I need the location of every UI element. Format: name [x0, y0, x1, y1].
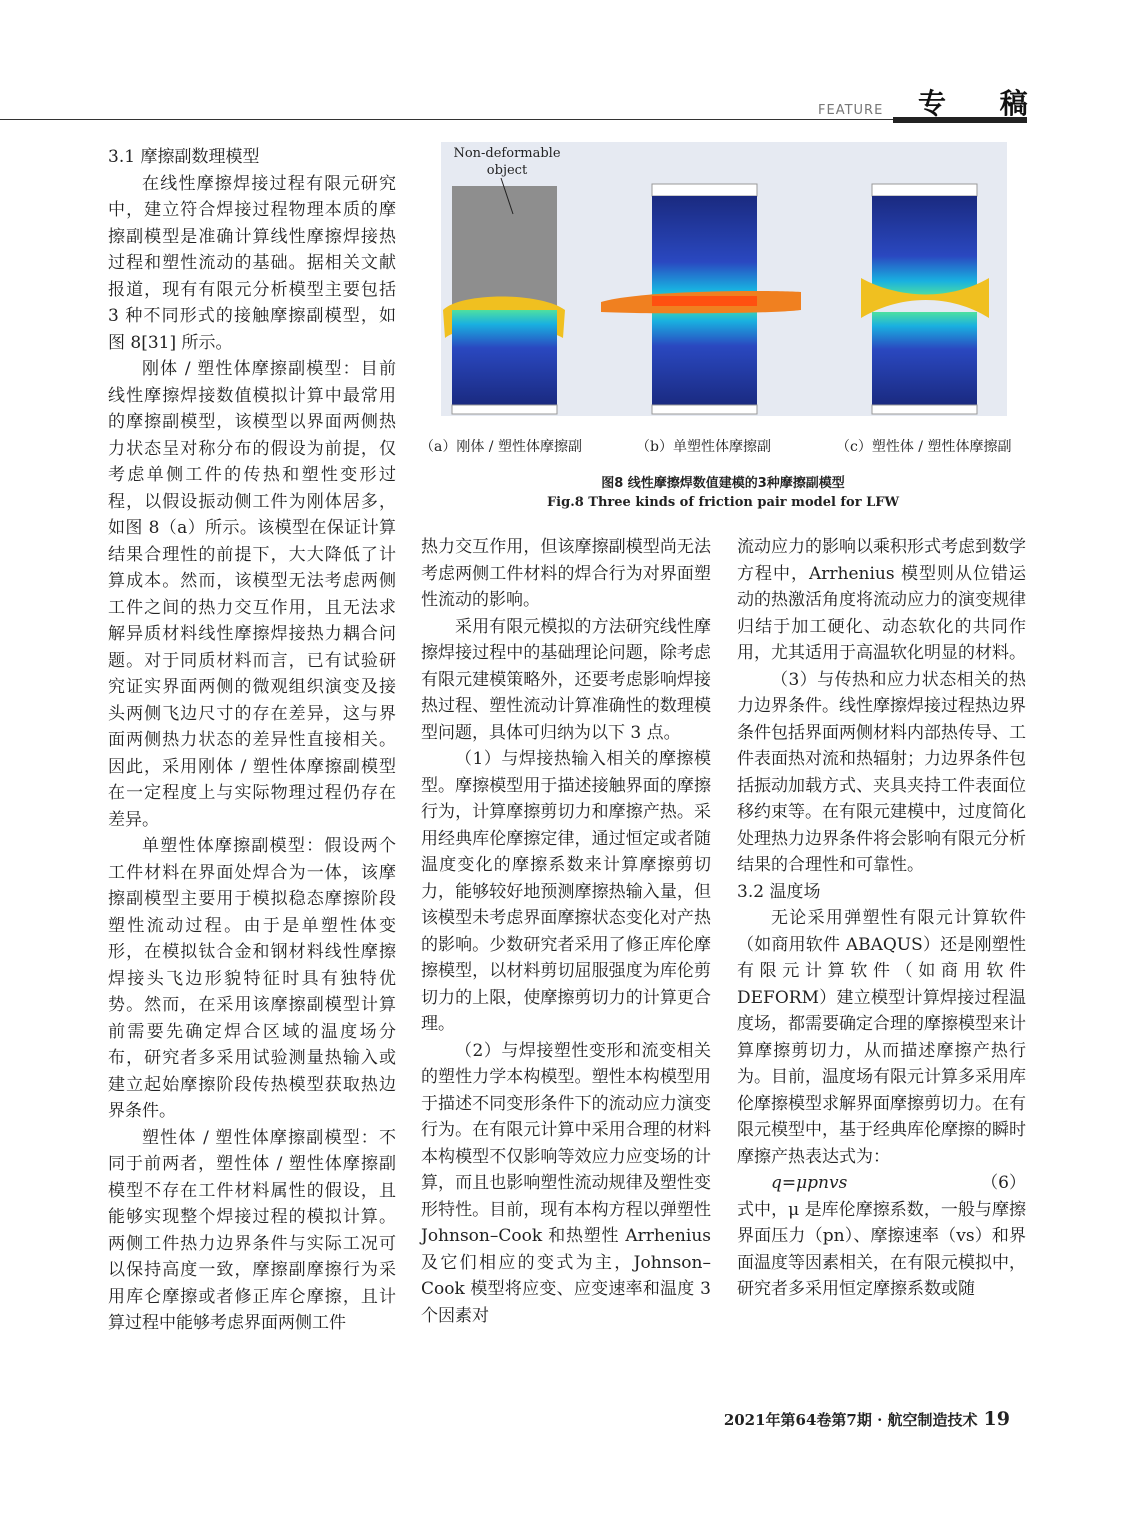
paragraph: 采用有限元模拟的方法研究线性摩擦焊接过程中的基础理论问题，除考虑有限元建模策略外，还要考虑影响焊接热过程、塑性流动计算准确性的数理模型问题，具体可归纳为以下 3 点。 — [421, 616, 711, 743]
paragraph: 塑性体 / 塑性体摩擦副模型：不同于前两者，塑性体 / 塑性体摩擦副模型不存在工件材料属性的假设，且能够实现整个焊接过程的模拟计算。两侧工件热力边界条件与实际工况可以保持高度一致，摩擦副摩擦行为采用库仑摩擦或者修正库仑摩擦，且计算过程中能够考虑界面两侧工件 — [108, 1127, 396, 1333]
paragraph: 单塑性体摩擦副模型：假设两个工件材料在界面处焊合为一体，该摩擦副模型主要用于模拟稳态摩擦阶段塑性流动过程。由于是单塑性体变形，在模拟钛合金和钢材料线性摩擦焊接头飞边形貌特征时具有独特优势。然而，在采用该摩擦副模型计算前需要先确定焊合区域的温度场分布，研究者多采用试验测量热输入或建立起始摩擦阶段传热模型获取热边界条件。 — [108, 836, 396, 1121]
text-column-2 — [421, 534, 711, 1329]
paragraph: 在线性摩擦焊接过程有限元研究中，建立符合焊接过程物理本质的摩擦副模型是准确计算线性摩擦焊接热过程和塑性流动的基础。据相关文献报道，现有有限元分析模型主要包括 3 种不同形式的接触摩擦副模型，如图 8[31] 所示。 — [108, 173, 396, 353]
text-column-3 — [737, 534, 1026, 1303]
subcaption-c: （c）塑性体 / 塑性体摩擦副 — [836, 439, 1012, 455]
paragraph: 热力交互作用，但该摩擦副模型尚无法考虑两侧工件材料的焊合行为对界面塑性流动的影响。 — [421, 537, 711, 610]
paragraph: （1）与焊接热输入相关的摩擦模型。摩擦模型用于描述接触界面的摩擦行为，计算摩擦剪切力和摩擦产热。采用经典库伦摩擦定律，通过恒定或者随温度变化的摩擦系数来计算摩擦剪切力，能够较好地预测摩擦热输入量，但该模型未考虑界面摩擦状态变化对产热的影响。少数研究者采用了修正库伦摩擦模型，以材料剪切屈服强度为库伦剪切力的上限，使摩擦剪切力的计算更合理。 — [421, 749, 711, 1034]
figure-8-image — [441, 142, 1007, 416]
journal-info: 2021年第64卷第7期 · 航空制造技术 — [723, 1411, 978, 1429]
subcaption-a: （a）刚体 / 塑性体摩擦副 — [420, 439, 582, 455]
paragraph: 刚体 / 塑性体摩擦副模型：目前线性摩擦焊接数值模拟计算中最常用的摩擦副模型，该模型以界面两侧热力状态呈对称分布的假设为前提，仅考虑单侧工件的传热和塑性变形过程，以假设振动侧工件为刚体居多，如图 8（a）所示。该模型在保证计算结果合理性的前提下，大大降低了计算成本。然而，该模型无法考虑两侧工件之间的热力交互作用，且无法求解异质材料线性摩擦焊接热力耦合问题。对于同质材料而言，已有试验研究证实界面两侧的微观组织演变及接头两侧飞边尺寸的存在差异，这与界面两侧热力状态的差异性直接相关。因此，采用刚体 / 塑性体摩擦副模型在一定程度上与实际物理过程仍存在差异。 — [108, 359, 396, 830]
paragraph: 流动应力的影响以乘积形式考虑到数学方程中，Arrhenius 模型则从位错运动的热激活角度将流动应力的演变规律归结于加工硬化、动态软化的共同作用，尤其适用于高温软化明显的材料。 — [737, 537, 1026, 663]
paragraph: 无论采用弹塑性有限元计算软件（如商用软件 ABAQUS）还是刚塑性有限元计算软件（如商用软件 DEFORM）建立模型计算焊接过程温度场，都需要确定合理的摩擦模型来计算摩擦剪切力，从而描述摩擦产热行为。目前，温度场有限元计算多采用库伦摩擦模型求解界面摩擦剪切力。在有限元模型中，基于经典库伦摩擦的瞬时摩擦产热表达式为： — [737, 908, 1026, 1167]
paragraph: （2）与焊接塑性变形和流变相关的塑性力学本构模型。塑性本构模型用于描述不同变形条件下的流动应力演变行为。在有限元计算中采用合理的材料本构模型不仅影响等效应力应变场的计算，而且也影响塑性流动规律及塑性变形特性。目前，现有本构方程以弹塑性 Johnson–Cook 和热塑性 Arrhenius 及它们相应的变式为主，Johnson–Cook 模型将应变、应变速率和温度 3 个因素对 — [421, 1040, 711, 1326]
header-feature-label: FEATURE — [818, 103, 884, 118]
annotation-line-1: Non-deformable — [453, 146, 561, 161]
paragraph: 式中，μ 是库伦摩擦系数，一般与摩擦界面压力（pn）、摩擦速率（vs）和界面温度等因素相关，在有限元模拟中，研究者多采用恒定摩擦系数或随 — [737, 1199, 1026, 1299]
paragraph: （3）与传热和应力状态相关的热力边界条件。线性摩擦焊接过程热边界条件包括界面两侧材料内部热传导、工件表面热对流和热辐射；力边界条件包括振动加载方式、夹具夹持工件表面位移约束等。在有限元建模中，过度简化处理热力边界条件将会影响有限元分析结果的合理性和可靠性。 — [737, 669, 1026, 875]
annotation-line-2: object — [486, 163, 528, 178]
header-rule — [0, 119, 1027, 120]
friction-model-illustration — [441, 142, 1007, 416]
equation-number: （6） — [981, 1173, 1026, 1193]
equation-6 — [737, 1170, 1026, 1197]
text-column-1 — [108, 144, 396, 1337]
page-number: 19 — [983, 1408, 1010, 1430]
header-section-title: 专 稿 — [918, 87, 1050, 120]
equation-body: q=μpnvs — [771, 1173, 848, 1193]
subcaption-b: （b）单塑性体摩擦副 — [636, 439, 771, 455]
section-heading-3-1: 3.1 摩擦副数理模型 — [108, 147, 260, 167]
page-footer — [720, 1408, 1010, 1430]
figure-caption-en: Fig.8 Three kinds of friction pair model for LFW — [546, 495, 900, 510]
section-heading-3-2: 3.2 温度场 — [737, 881, 821, 902]
figure-caption-cn: 图8 线性摩擦焊数值建模的3种摩擦副模型 — [601, 476, 845, 491]
